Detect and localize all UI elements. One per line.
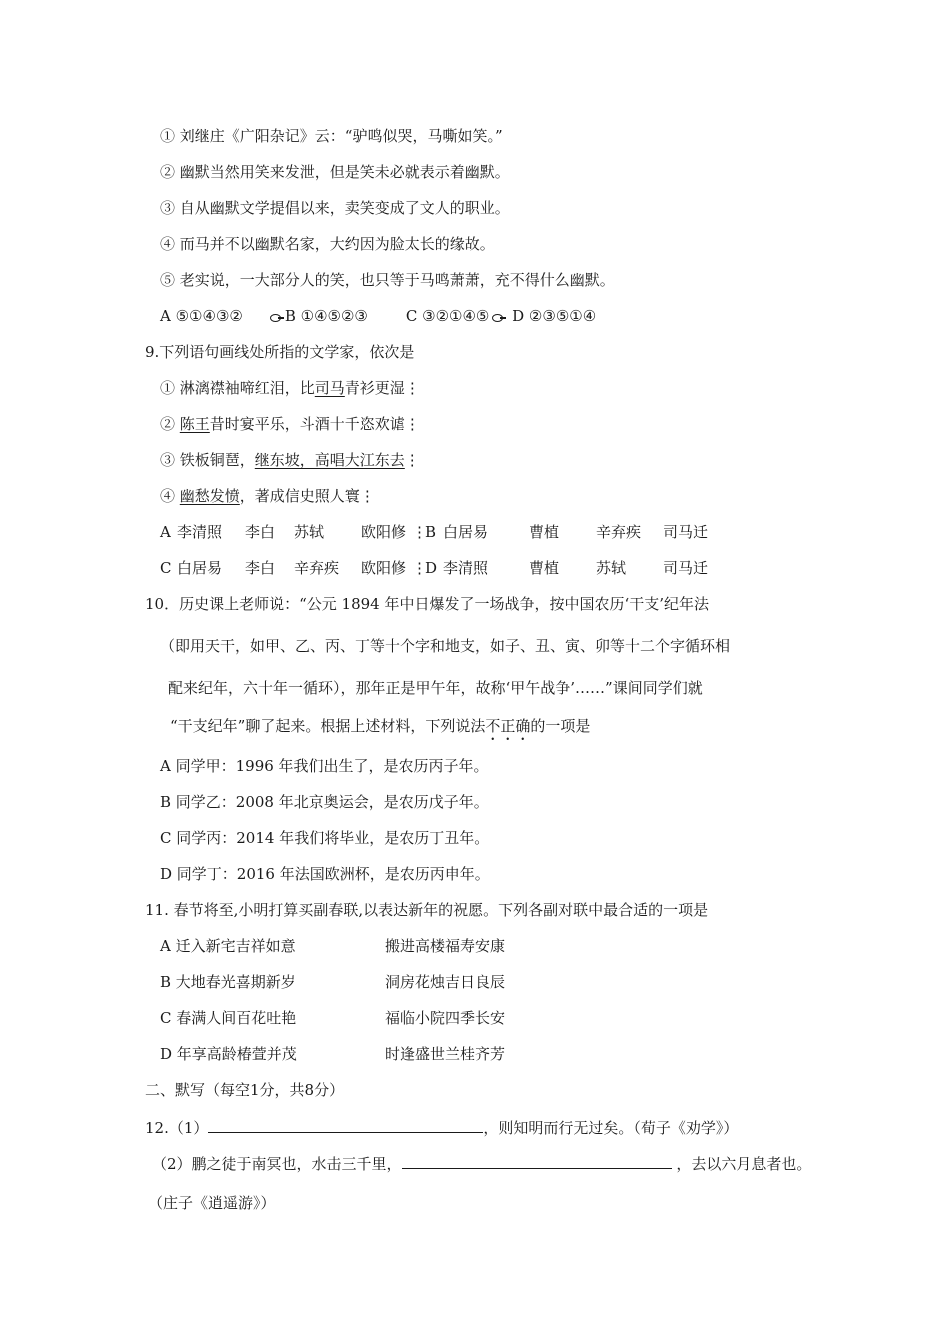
section-2-title: 二、默写（每空1分，共8分） [145, 1081, 345, 1099]
q9-option-d-label: D [425, 559, 438, 577]
q11-option-a-left: A 迁入新宅吉祥如意 [160, 937, 296, 955]
colon-mark: ⋮ [412, 559, 427, 577]
answer-blank-2[interactable] [402, 1153, 672, 1169]
q9-option-a-3: 苏轼 [294, 523, 325, 541]
q9-option-b-4: 司马迁 [663, 523, 709, 541]
q11-option-b-right: 洞房花烛吉日良辰 [385, 973, 506, 991]
q8-option-b: B ①④⑤②③ [284, 307, 368, 325]
q8-option-d: D ②③⑤①④ [512, 307, 597, 325]
q9-line-2-underline: 陈王 [179, 415, 210, 433]
q9-line-1 [160, 378, 420, 398]
q12-line-2 [152, 1153, 811, 1174]
q9-line-1-text: ① 淋漓襟袖啼红泪，比 [160, 379, 315, 397]
q9-option-d-1: 李清照 [443, 559, 489, 577]
q9-line-1-underline: 司马 [314, 379, 345, 397]
q9-line-4-underline: 幽愁发愤 [179, 487, 240, 505]
q10-line-4-text: “干支纪年”聊了起来。根据上述材料，下列说法 [170, 717, 486, 735]
colon-mark: ⋮ [404, 451, 420, 469]
q9-line-4-rest: ，著成信史照人寰 [239, 487, 360, 505]
q9-line-4-text: ④ [160, 487, 180, 505]
q8-options [160, 306, 596, 326]
colon-mark: ⋮ [404, 379, 420, 397]
q9-option-b-3: 辛弃疾 [596, 523, 642, 541]
q10-option-a: A 同学甲：1996 年我们出生了，是农历丙子年。 [160, 757, 489, 775]
q9-option-c-1: 白居易 [177, 559, 223, 577]
q11-option-c-left: C 春满人间百花吐艳 [160, 1009, 297, 1027]
q12-line-1-rest: ，则知明而行无过矣。（荀子《劝学》） [483, 1119, 739, 1137]
q9-option-b-label: B [425, 523, 437, 541]
q9-option-a-2: 李白 [245, 523, 276, 541]
q8-item-4: ④ 而马并不以幽默名家，大约因为脸太长的缘故。 [160, 235, 495, 253]
q10-line-4 [170, 716, 590, 744]
q11-option-b-left: B 大地春光喜期新岁 [160, 973, 296, 991]
q8-item-2: ② 幽默当然用笑来发泄，但是笑未必就表示着幽默。 [160, 163, 510, 181]
q10-line-3: 配来纪年，六十年一循环），那年正是甲午年，故称‘甲午战争’……”课间同学们就 [168, 679, 703, 697]
q11-option-c-right: 福临小院四季长安 [385, 1009, 506, 1027]
q9-option-b-2: 曹植 [529, 523, 560, 541]
q9-option-d-4: 司马迁 [663, 559, 709, 577]
q9-option-c-3: 辛弃疾 [294, 559, 340, 577]
q11-stem: 11. 春节将至,小明打算买副春联,以表达新年的祝愿。下列各副对联中最合适的一项是 [145, 901, 709, 919]
q9-option-d-3: 苏轼 [596, 559, 627, 577]
q9-line-1-rest: 青衫更湿 [344, 379, 405, 397]
colon-mark: ⋮ [359, 487, 375, 505]
q9-option-c-4: 欧阳修 [361, 559, 407, 577]
q10-line-1: 10．历史课上老师说：“公元 1894 年中日爆发了一场战争，按中国农历‘干支’纪年法 [145, 595, 710, 613]
q12-line-2-text: （2）鹏之徒于南冥也，水击三千里， [152, 1155, 402, 1173]
q9-option-d-2: 曹植 [529, 559, 560, 577]
answer-blank-1[interactable] [208, 1117, 483, 1133]
q11-option-d-right: 时逢盛世兰桂齐芳 [385, 1045, 506, 1063]
q10-line-4-rest: 的一项是 [530, 717, 591, 735]
q9-line-2-rest: 昔时宴平乐，斗酒十千恣欢谑 [209, 415, 405, 433]
q9-option-a-1: 李清照 [177, 523, 223, 541]
q9-stem: 9.下列语句画线处所指的文学家，依次是 [145, 343, 415, 361]
q9-line-3 [160, 450, 420, 470]
q9-option-c-2: 李白 [245, 559, 276, 577]
q9-option-a-label: A [160, 523, 171, 541]
q12-line-3: （庄子《逍遥游》） [148, 1194, 276, 1212]
q10-line-2: （即用天干，如甲、乙、丙、丁等十个字和地支，如子、丑、寅、卯等十二个字循环相 [160, 637, 731, 655]
q11-option-a-right: 搬进高楼福寿安康 [385, 937, 506, 955]
q9-line-3-text: ③ 铁板铜琶， [160, 451, 255, 469]
q9-line-4 [160, 486, 375, 506]
q8-option-c: C ③②①④⑤ [405, 307, 490, 325]
q12-line-1 [145, 1117, 738, 1138]
colon-mark: ⋮ [412, 523, 427, 541]
q10-option-c: C 同学丙：2014 年我们将毕业，是农历丁丑年。 [160, 829, 490, 847]
q9-option-b-1: 白居易 [443, 523, 489, 541]
q9-line-2-text: ② [160, 415, 180, 433]
q10-option-b: B 同学乙：2008 年北京奥运会，是农历戊子年。 [160, 793, 489, 811]
mouse-mark-icon [490, 311, 506, 323]
q9-option-c-label: C [160, 559, 172, 577]
q12-line-2-rest: ，去以六月息者也。 [676, 1155, 812, 1173]
q9-line-3-underline: 继东坡，高唱大江东去 [254, 451, 405, 469]
q12-line-1-label: 12.（1） [145, 1119, 209, 1137]
q8-item-1: ① 刘继庄《广阳杂记》云：“驴鸣似哭，马嘶如笑。” [160, 127, 503, 145]
q9-line-2 [160, 414, 420, 434]
mouse-mark-icon [268, 311, 284, 323]
colon-mark: ⋮ [404, 415, 420, 433]
q10-emphasis: 不正确 [485, 717, 531, 735]
q8-option-a: A ⑤①④③② [160, 307, 243, 325]
q8-item-5: ⑤ 老实说，一大部分人的笑，也只等于马鸣萧萧，充不得什么幽默。 [160, 271, 615, 289]
q11-option-d-left: D 年享高龄椿萱并茂 [160, 1045, 297, 1063]
q8-item-3: ③ 自从幽默文学提倡以来，卖笑变成了文人的职业。 [160, 199, 510, 217]
q9-option-a-4: 欧阳修 [361, 523, 407, 541]
q10-option-d: D 同学丁：2016 年法国欧洲杯，是农历丙申年。 [160, 865, 490, 883]
